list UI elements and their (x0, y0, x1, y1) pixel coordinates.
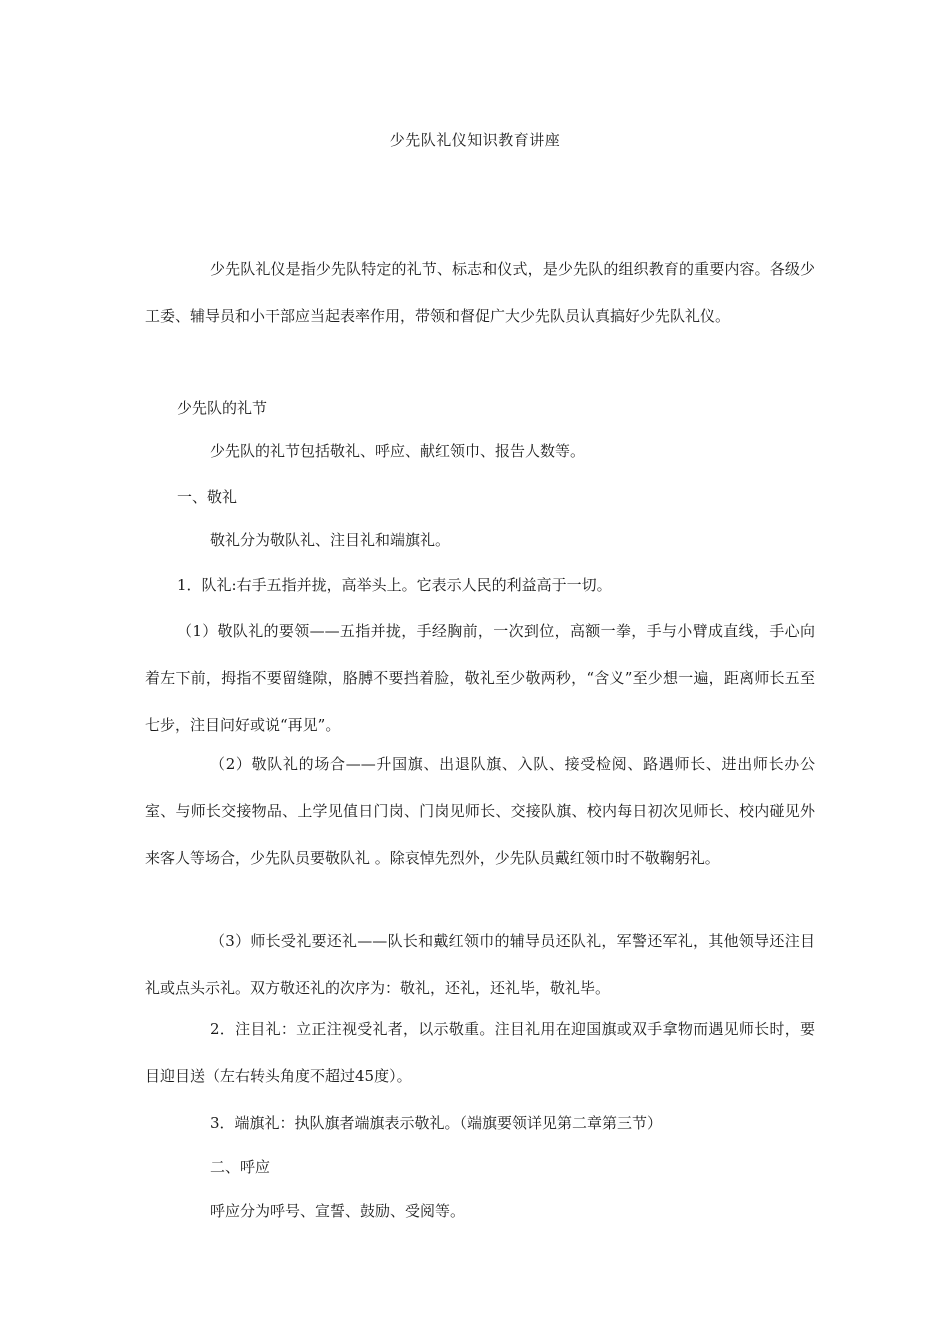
document-title: 少先队礼仪知识教育讲座 (389, 131, 561, 149)
item-1-paragraph: 1．队礼:右手五指并拢，高举头上。它表示人民的利益高于一切。 (177, 576, 612, 594)
heading-etiquette: 少先队的礼节 (177, 399, 268, 417)
salute-paragraph: 敬礼分为敬队礼、注目礼和端旗礼。 (210, 531, 451, 549)
etiquette-paragraph: 少先队的礼节包括敬礼、呼应、献红领巾、报告人数等。 (210, 442, 586, 460)
sub-2-paragraph: （2）敬队礼的场合——升国旗、出退队旗、入队、接受检阅、路遇师长、进出师长办公室、与师长交接物品、上学见值日门岗、门岗见师长、交接队旗、校内每日初次见师长、校内碰见外来客人等场合，少先队员要敬队礼 。除哀悼先烈外，少先队员戴红领巾时不敬鞠躬礼。 (145, 755, 815, 867)
sub-3-paragraph: （3）师长受礼要还礼——队长和戴红领巾的辅导员还队礼，军警还军礼，其他领导还注目礼或点头示礼。双方敬还礼的次序为：敬礼，还礼，还礼毕，敬礼毕。 (145, 932, 815, 997)
sub-1-paragraph: （1）敬队礼的要领——五指并拢，手经胸前，一次到位，高额一拳，手与小臂成直线，手心向着左下前，拇指不要留缝隙，胳膊不要挡着脸，敬礼至少敬两秒，“含义”至少想一遍，距离师长五至七步，注目问好或说“再见”。 (145, 622, 815, 734)
intro-paragraph: 少先队礼仪是指少先队特定的礼节、标志和仪式，是少先队的组织教育的重要内容。各级少工委、辅导员和小干部应当起表率作用，带领和督促广大少先队员认真搞好少先队礼仪。 (145, 260, 815, 325)
heading-salute: 一、敬礼 (177, 488, 238, 506)
heading-response: 二、呼应 (210, 1158, 271, 1176)
item-2-paragraph: 2．注目礼：立正注视受礼者，以示敬重。注目礼用在迎国旗或双手拿物而遇见师长时，要目迎目送（左右转头角度不超过45度）。 (145, 1020, 815, 1085)
response-paragraph: 呼应分为呼号、宣誓、鼓励、受阅等。 (210, 1202, 466, 1220)
item-3-paragraph: 3．端旗礼：执队旗者端旗表示敬礼。（端旗要领详见第二章第三节） (210, 1114, 663, 1132)
